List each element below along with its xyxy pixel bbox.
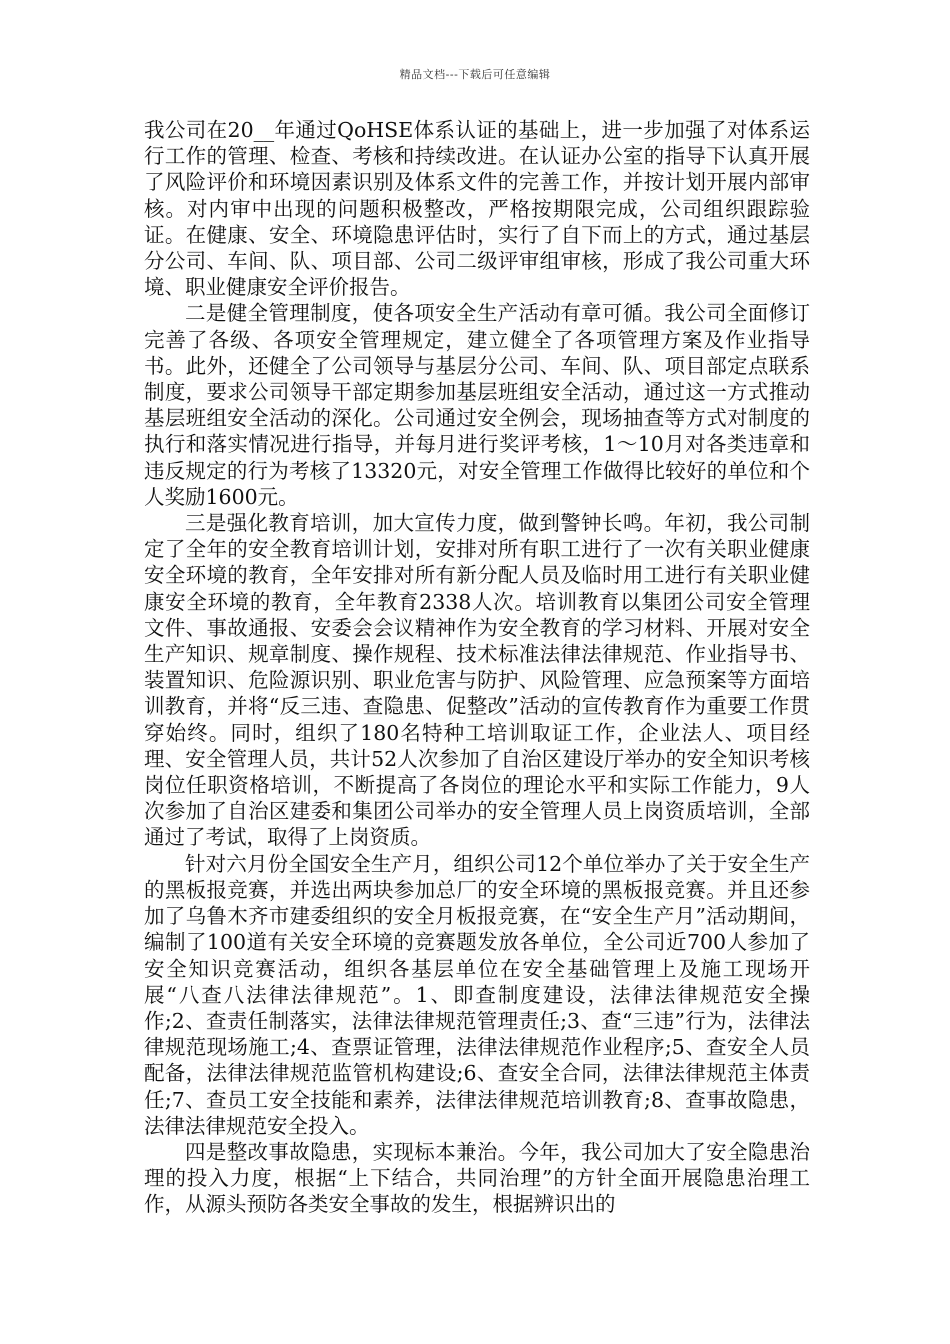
paragraph-management-system: 二是健全管理制度，使各项安全生产活动有章可循。我公司全面修订完善了各级、各项安全管理规定，建立健全了各项管理方案及作业指导书。此外，还健全了公司领导与基层分公司、车间、队、项目部定点联系制度，要求公司领导干部定期参加基层班组安全活动，通过这一方式推动基层班组安全活动的深化。公司通过安全例会，现场抽查等方式对制度的执行和落实情况进行指导，并每月进行奖评考核，1～10月对各类违章和违反规定的行为考核了13320元，对安全管理工作做得比较好的单位和个人奖励1600元。 [144, 301, 810, 509]
page-header: 精品文档---下载后可任意编辑 [399, 68, 551, 81]
document-body [144, 117, 810, 1218]
paragraph-qohse-certification: 我公司在20__年通过QoHSE体系认证的基础上，进一步加强了对体系运行工作的管理、检查、考核和持续改进。在认证办公室的指导下认真开展了风险评价和环境因素识别及体系文件的完善工作，并按计划开展内部审核。对内审中出现的问题积极整改，严格按期限完成，公司组织跟踪验证。在健康、安全、环境隐患评估时，实行了自下而上的方式，通过基层分公司、车间、队、项目部、公司二级评审组审核，形成了我公司重大环境、职业健康安全评价报告。 [144, 118, 810, 300]
paragraph-hazard-rectification: 四是整改事故隐患，实现标本兼治。今年，我公司加大了安全隐患治理的投入力度，根据“上下结合，共同治理”的方针全面开展隐患治理工作，从源头预防各类安全事故的发生，根据辨识出的 [144, 1139, 810, 1217]
paragraph-safety-month: 针对六月份全国安全生产月，组织公司12个单位举办了关于安全生产的黑板报竞赛，并选出两块参加总厂的安全环境的黑板报竞赛。并且还参加了乌鲁木齐市建委组织的安全月板报竞赛，在“安全生产月”活动期间，编制了100道有关安全环境的竞赛题发放各单位，全公司近700人参加了安全知识竞赛活动，组织各基层单位在安全基础管理上及施工现场开展“八查八法律法律规范”。1、即查制度建设，法律法律规范安全操作;2、查责任制落实，法律法律规范管理责任;3、查“三违”行为，法律法律规范现场施工;4、查票证管理，法律法律规范作业程序;5、查安全人员配备，法律法律规范监管机构建设;6、查安全合同，法律法律规范主体责任;7、查员工安全技能和素养，法律法律规范培训教育;8、查事故隐患，法律法律规范安全投入。 [144, 851, 810, 1138]
paragraph-education-training: 三是强化教育培训，加大宣传力度，做到警钟长鸣。年初，我公司制定了全年的安全教育培训计划，安排对所有职工进行了一次有关职业健康安全环境的教育，全年安排对所有新分配人员及临时用工进行有关职业健康安全环境的教育，全年教育2338人次。培训教育以集团公司安全管理文件、事故通报、安委会会议精神作为安全教育的学习材料、开展对安全生产知识、规章制度、操作规程、技术标准法律法律规范、作业指导书、装置知识、危险源识别、职业危害与防护、风险管理、应急预案等方面培训教育，并将“反三违、查隐患、促整改”活动的宣传教育作为重要工作贯穿始终。同时，组织了180名特种工培训取证工作，企业法人、项目经理、安全管理人员，共计52人次参加了自治区建设厅举办的安全知识考核岗位任职资格培训，不断提高了各岗位的理论水平和实际工作能力，9人次参加了自治区建委和集团公司举办的安全管理人员上岗资质培训，全部通过了考试，取得了上岗资质。 [144, 511, 810, 850]
